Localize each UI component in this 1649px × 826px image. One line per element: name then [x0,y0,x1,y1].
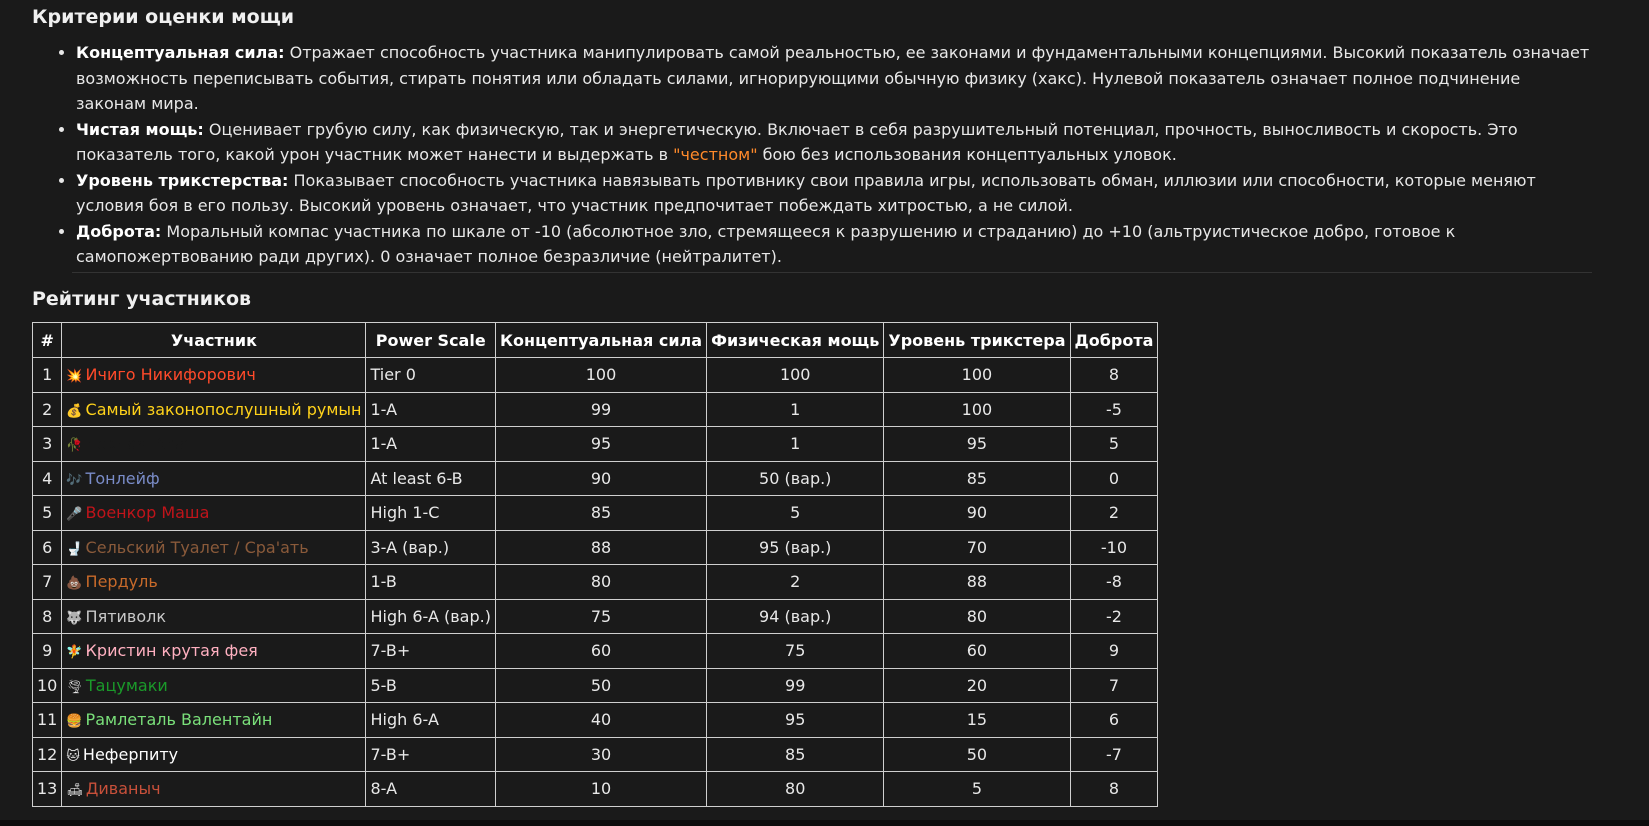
participant-cell [62,530,366,565]
row-number: 12 [33,737,62,772]
participant-name: Ичиго Никифорович [85,365,256,385]
criteria-term: Уровень трикстерства: [76,170,289,190]
criteria-highlight: "честном" [673,145,758,164]
participant-cell [62,703,366,738]
kindness-cell: 9 [1070,634,1158,669]
trickster-cell: 15 [884,703,1070,738]
power-scale-cell: At least 6-B [366,461,495,496]
kindness-cell: 6 [1070,703,1158,738]
criteria-term: Доброта: [76,221,162,241]
criteria-item [76,117,1592,168]
participant-cell [62,634,366,669]
conceptual-cell: 85 [495,496,706,531]
participant-emoji-icon: 💰 [66,403,83,419]
physical-cell: 80 [707,772,884,807]
participant-cell [62,427,366,462]
kindness-cell: 7 [1070,668,1158,703]
section-divider [72,272,1592,273]
row-number: 13 [33,772,62,807]
conceptual-cell: 50 [495,668,706,703]
power-scale-cell: High 1-C [366,496,495,531]
physical-cell: 1 [707,392,884,427]
participant-name: Сельский Туалет / Сра'ать [85,537,309,557]
trickster-cell: 50 [884,737,1070,772]
row-number: 2 [33,392,62,427]
power-scale-cell: Tier 0 [366,358,495,393]
criteria-term: Концептуальная сила: [76,43,285,62]
row-number: 6 [33,530,62,565]
trickster-cell: 90 [884,496,1070,531]
kindness-cell: 8 [1070,358,1158,393]
trickster-cell: 60 [884,634,1070,669]
page-bottom-edge [0,820,1649,826]
participant-name: Тацумаки [85,675,168,695]
physical-cell: 50 (вар.) [707,461,884,496]
table-row [33,496,1158,531]
participant-cell [62,565,366,600]
row-number: 7 [33,565,62,600]
power-scale-cell: 7-B+ [366,634,495,669]
table-row [33,565,1158,600]
participant-name: Неферпиту [82,744,179,764]
rating-table-body [33,358,1158,807]
criteria-list [32,40,1592,270]
trickster-cell: 5 [884,772,1070,807]
criteria-text: бою без использования концептуальных уловок. [757,145,1177,164]
participant-name: Тонлейф [85,468,160,488]
criteria-text: Показывает способность участника навязывать противнику свои правила игры, использовать обман, иллюзии или способности, которые меняют условия боя в его пользу. Высокий уровень означает, что участник предпочитает побеждать хитростью, а не силой. [76,170,1536,215]
trickster-cell: 88 [884,565,1070,600]
participant-cell [62,668,366,703]
conceptual-cell: 95 [495,427,706,462]
row-number: 3 [33,427,62,462]
col-header-kindness: Доброта [1070,323,1158,358]
participant-emoji-icon: 🥀 [66,438,83,454]
criteria-text: Отражает способность участника манипулировать самой реальностью, ее законами и фундаментальными концепциями. Высокий показатель означает возможность переписывать события, стирать понятия или обладать силами, игнорирующими обычную физику (хакс). Нулевой показатель означает полное подчинение законам мира. [76,43,1590,113]
power-scale-cell: 1-A [366,427,495,462]
physical-cell: 2 [707,565,884,600]
kindness-cell: 0 [1070,461,1158,496]
conceptual-cell: 75 [495,599,706,634]
kindness-cell: -7 [1070,737,1158,772]
kindness-cell: -8 [1070,565,1158,600]
col-header-trickster: Уровень трикстера [884,323,1070,358]
participant-name: Рамлеталь Валентайн [85,710,273,730]
physical-cell: 75 [707,634,884,669]
trickster-cell: 80 [884,599,1070,634]
conceptual-cell: 99 [495,392,706,427]
row-number: 9 [33,634,62,669]
kindness-cell: -5 [1070,392,1158,427]
trickster-cell: 100 [884,358,1070,393]
participant-emoji-icon: 💥 [66,369,83,385]
physical-cell: 95 (вар.) [707,530,884,565]
power-scale-cell: 7-B+ [366,737,495,772]
physical-cell: 1 [707,427,884,462]
participant-name: Самый законопослушный румын [85,399,362,419]
participant-name: Пятиволк [85,606,167,626]
rating-heading: Рейтинг участников [32,288,252,310]
physical-cell: 5 [707,496,884,531]
criteria-text: Моральный компас участника по шкале от -10 (абсолютное зло, стремящееся к разрушению и страданию) до +10 (альтруистическое добро, готовое к самопожертвованию ради других). 0 означает полное безразличие (нейтралитет). [76,221,1456,266]
participant-name: Пердуль [85,572,158,592]
conceptual-cell: 88 [495,530,706,565]
col-header-conceptual: Концептуальная сила [495,323,706,358]
criteria-term: Чистая мощь: [76,119,204,139]
participant-name: Диваныч [85,779,161,799]
col-header-physical: Физическая мощь [707,323,884,358]
power-scale-cell: 5-B [366,668,495,703]
conceptual-cell: 30 [495,737,706,772]
row-number: 10 [33,668,62,703]
table-row [33,358,1158,393]
kindness-cell: 2 [1070,496,1158,531]
power-scale-cell: 1-A [366,392,495,427]
physical-cell: 85 [707,737,884,772]
participant-emoji-icon: 🎶 [66,472,83,488]
participant-cell [62,461,366,496]
participant-emoji-icon: 💩 [66,576,83,592]
power-scale-cell: High 6-A (вар.) [366,599,495,634]
table-row [33,461,1158,496]
physical-cell: 94 (вар.) [707,599,884,634]
participant-emoji-icon: 🚽 [66,541,83,557]
participant-cell [62,358,366,393]
participant-emoji-icon: 🐱 [66,748,80,764]
participant-name: Кристин крутая фея [85,641,258,661]
rating-table [32,322,1158,807]
kindness-cell: 8 [1070,772,1158,807]
table-header-row [33,323,1158,358]
table-row [33,599,1158,634]
criteria-text: Оценивает грубую силу, как физическую, так и энергетическую. Включает в себя разрушительный потенциал, прочность, выносливость и скорость. Это показатель того, какой урон участник может нанести и выдержать в [76,119,1518,164]
conceptual-cell: 100 [495,358,706,393]
criteria-item [76,219,1592,270]
table-row [33,427,1158,462]
participant-cell [62,496,366,531]
trickster-cell: 85 [884,461,1070,496]
conceptual-cell: 10 [495,772,706,807]
table-row [33,668,1158,703]
table-row [33,703,1158,738]
participant-cell [62,599,366,634]
trickster-cell: 20 [884,668,1070,703]
kindness-cell: 5 [1070,427,1158,462]
trickster-cell: 95 [884,427,1070,462]
participant-emoji-icon: 🐺 [66,610,83,626]
col-header-power-scale: Power Scale [366,323,495,358]
table-row [33,530,1158,565]
physical-cell: 99 [707,668,884,703]
participant-cell [62,772,366,807]
conceptual-cell: 90 [495,461,706,496]
physical-cell: 95 [707,703,884,738]
physical-cell: 100 [707,358,884,393]
conceptual-cell: 80 [495,565,706,600]
participant-name: Военкор Маша [85,503,210,523]
trickster-cell: 70 [884,530,1070,565]
criteria-heading: Критерии оценки мощи [32,6,295,28]
row-number: 8 [33,599,62,634]
participant-name: Черная Роза [85,434,190,454]
table-row [33,392,1158,427]
col-header-participant: Участник [62,323,366,358]
col-header-num: # [33,323,62,358]
row-number: 4 [33,461,62,496]
participant-cell [62,737,366,772]
row-number: 1 [33,358,62,393]
trickster-cell: 100 [884,392,1070,427]
participant-emoji-icon: 🍔 [66,714,83,730]
conceptual-cell: 40 [495,703,706,738]
criteria-item [76,168,1592,219]
power-scale-cell: 3-A (вар.) [366,530,495,565]
power-scale-cell: 1-B [366,565,495,600]
power-scale-cell: High 6-A [366,703,495,738]
participant-emoji-icon: 🛋 [66,783,83,799]
row-number: 11 [33,703,62,738]
conceptual-cell: 60 [495,634,706,669]
participant-emoji-icon: 🌪 [66,679,83,695]
criteria-item [76,40,1592,117]
participant-emoji-icon: 🎤 [66,507,83,523]
participant-emoji-icon: 🧚 [66,645,83,661]
kindness-cell: -2 [1070,599,1158,634]
table-row [33,634,1158,669]
power-scale-cell: 8-A [366,772,495,807]
participant-cell [62,392,366,427]
row-number: 5 [33,496,62,531]
table-row [33,737,1158,772]
kindness-cell: -10 [1070,530,1158,565]
table-row [33,772,1158,807]
